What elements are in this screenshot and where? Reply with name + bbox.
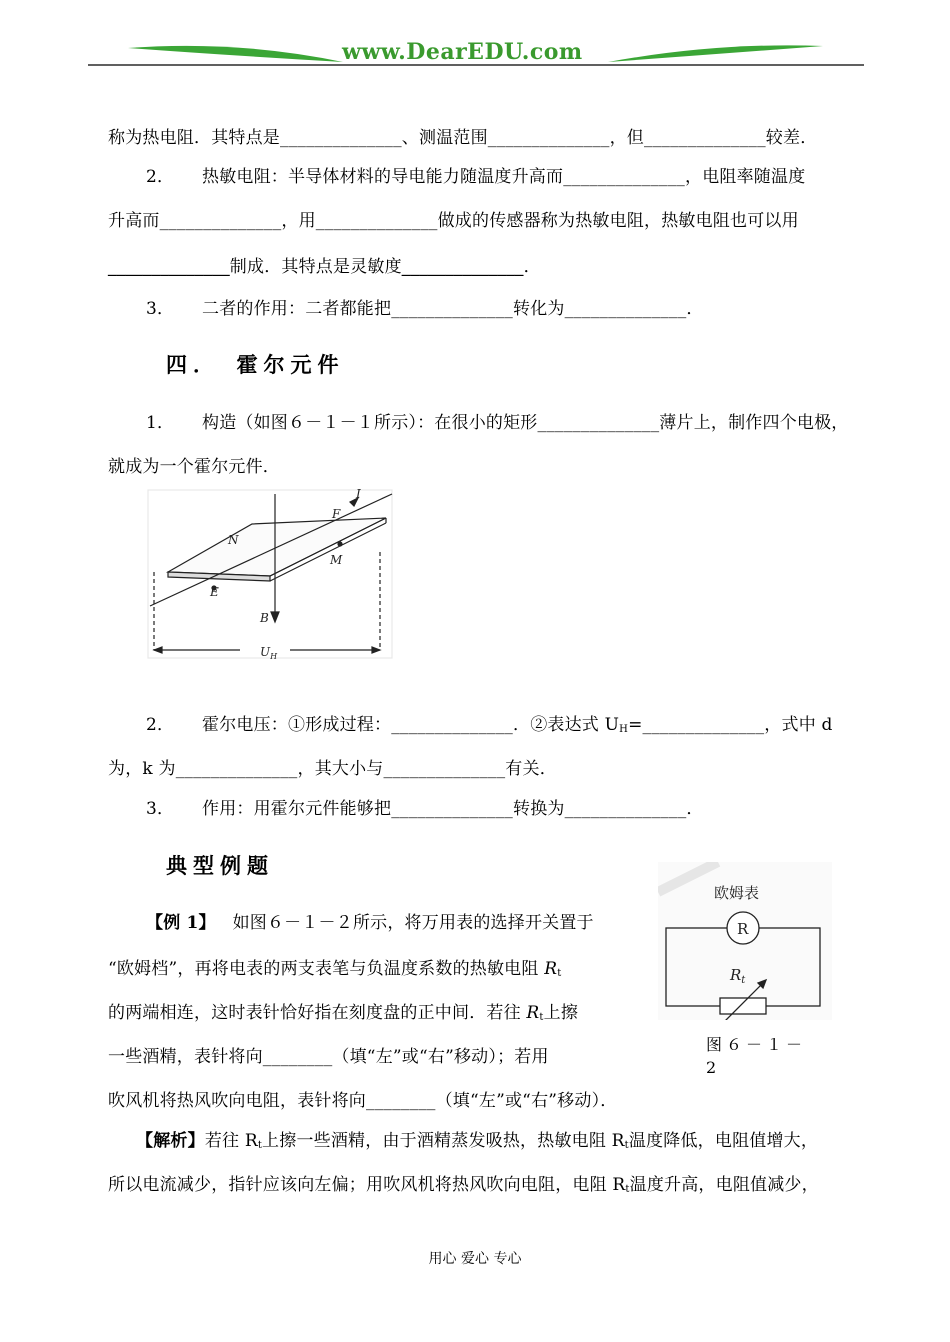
label-E: E <box>210 585 219 599</box>
text-line <box>146 166 805 188</box>
item-text: 二者的作用：二者都能把______________转化为______________． <box>202 299 704 319</box>
item-number: 3． <box>146 799 175 819</box>
text-line: 吹风机将热风吹向电阻，表针将向________（填“左”或“右”移动）． <box>108 1091 618 1111</box>
example-label: 【例 1】 <box>146 913 216 933</box>
item-text: 温度升高，电阻值减少， <box>629 1175 819 1195</box>
resistor-symbol: R <box>730 966 742 984</box>
text-line: 升高而______________，用______________做成的传感器称为热敏电阻，热敏电阻也可以用 <box>108 211 799 231</box>
item-number: 2． <box>146 167 175 187</box>
meter-label: 欧姆表 <box>714 884 760 902</box>
item-text: =______________，式中 d <box>628 715 833 735</box>
subscript: t <box>557 968 562 979</box>
text-line: 一些酒精，表针将向________（填“左”或“右”移动）；若用 <box>108 1047 549 1067</box>
item-text: 如图６－１－２所示，将万用表的选择开关置于 <box>232 913 594 933</box>
examples-heading: 典型例题 <box>166 854 274 878</box>
item-number: 2． <box>146 715 175 735</box>
meter-symbol: R <box>737 920 749 938</box>
symbol-R: R <box>544 959 558 979</box>
item-text: 构造（如图６－１－１所示）：在很小的矩形______________薄片上，制作四个电极， <box>202 413 849 433</box>
ohmmeter-circuit-diagram <box>658 862 832 1020</box>
label-UH <box>260 645 278 661</box>
label-U: U <box>260 645 271 659</box>
text-line <box>136 1130 818 1157</box>
subscript: t <box>625 1184 630 1195</box>
subscript: t <box>624 1140 629 1151</box>
label-M: M <box>330 553 343 567</box>
item-number: 3． <box>146 299 175 319</box>
section-heading: 四． 霍尔元件 <box>166 353 345 377</box>
hall-element-figure <box>140 488 400 666</box>
label-N: N <box>228 533 239 547</box>
text-line <box>146 912 594 934</box>
hall-element-diagram <box>140 488 400 666</box>
item-text: 作用：用霍尔元件能够把______________转换为______________． <box>202 799 704 819</box>
item-text: 上擦一些酒精，由于酒精蒸发吸热，热敏电阻 R <box>262 1131 625 1151</box>
text-line <box>146 798 704 820</box>
figure-caption: 图６－１－ <box>706 1035 807 1054</box>
page-footer: 用心 爱心 专心 <box>428 1251 522 1267</box>
label-B: B <box>260 611 269 625</box>
item-text: 霍尔电压：①形成过程：______________．②表达式 U <box>202 715 620 735</box>
label-U-sub: H <box>270 652 278 661</box>
subscript: t <box>257 1140 263 1151</box>
item-text: 上擦 <box>543 1003 579 1023</box>
text-line: 就成为一个霍尔元件． <box>108 457 280 477</box>
text-line <box>146 298 704 320</box>
symbol-R: R <box>526 1003 540 1023</box>
subscript: t <box>539 1012 544 1023</box>
text-line: 称为热电阻．其特点是______________、测温范围______________，但______________较差． <box>108 128 818 148</box>
text-line: ______________制成．其特点是灵敏度______________． <box>108 257 541 277</box>
item-text: 热敏电阻：半导体材料的导电能力随温度升高而______________，电阻率随温度 <box>202 167 806 187</box>
text-line <box>108 1174 819 1201</box>
item-text: “欧姆档”，再将电表的两支表笔与负温度系数的热敏电阻 <box>108 959 545 979</box>
text-line <box>108 1002 578 1029</box>
label-F: F <box>332 507 341 521</box>
item-number: 1． <box>146 413 175 433</box>
item-text: 所以电流减少，指针应该向左偏；用吹风机将热风吹向电阻，电阻 R <box>108 1175 626 1195</box>
text-line <box>146 412 849 434</box>
label-I: I <box>356 488 361 501</box>
subscript: H <box>619 724 629 735</box>
figure-caption-cont: 2 <box>706 1058 721 1077</box>
ohmmeter-figure <box>658 862 832 1020</box>
resistor-subscript: t <box>741 975 746 986</box>
item-text: 的两端相连，这时表针恰好指在刻度盘的正中间．若往 <box>108 1003 527 1023</box>
item-text: 温度降低，电阻值增大， <box>628 1131 819 1151</box>
header-banner <box>88 36 864 72</box>
text-line <box>108 958 561 985</box>
item-text: 若往 R <box>204 1131 258 1151</box>
text-line: 为，k 为______________，其大小与______________有关． <box>108 759 557 779</box>
analysis-label: 【解析】 <box>136 1131 205 1151</box>
text-line <box>146 714 833 741</box>
site-logo-text: www.DearEDU.com <box>342 39 583 65</box>
